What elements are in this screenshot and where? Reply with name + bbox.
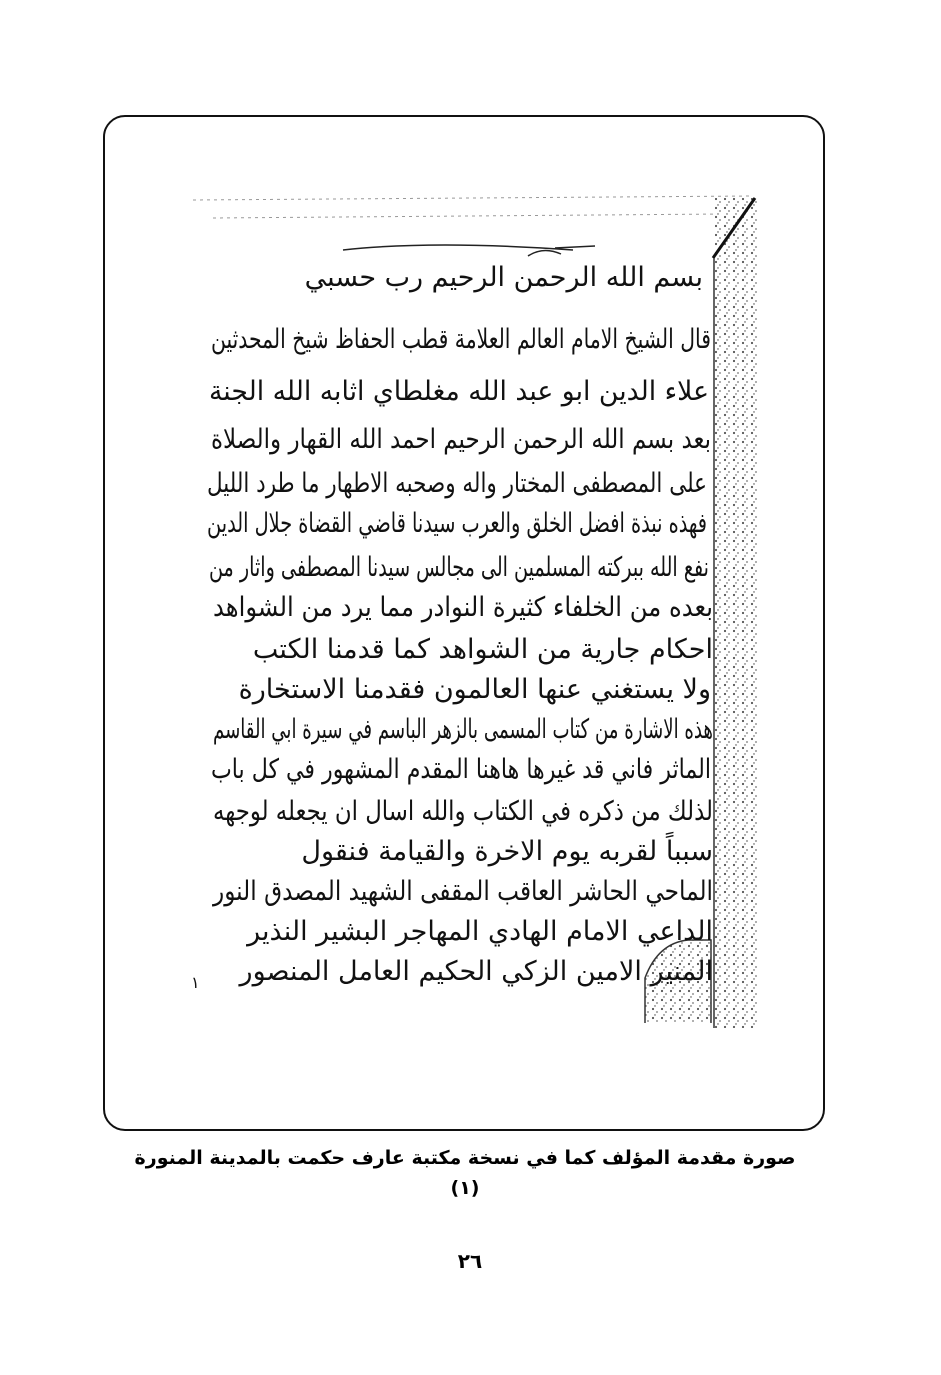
manuscript-image <box>183 188 763 1028</box>
page-number: ٢٦ <box>457 1249 483 1273</box>
margin-mark: ١ <box>191 973 200 992</box>
manuscript-line: سبباً لقربه يوم الاخرة والقيامة فنقول <box>301 836 713 867</box>
scan-top-edge <box>193 196 753 218</box>
manuscript-line: لذلك من ذكره في الكتاب والله اسال ان يجعله لوجهه <box>213 796 713 827</box>
header-ornament <box>343 245 595 256</box>
manuscript-line: بعد بسم الله الرحمن الرحيم احمد الله القهار والصلاة <box>211 424 711 455</box>
manuscript-text <box>207 262 713 987</box>
manuscript-line: الماحي الحاشر العاقب المقفى الشهيد المصدق النور <box>211 876 714 907</box>
figure-caption: صورة مقدمة المؤلف كما في نسخة مكتبة عارف حكمت بالمدينة المنورة (١) <box>134 1147 796 1199</box>
manuscript-line: نفع الله ببركته المسلمين الى مجالس سيدنا المصطفى واثار من <box>209 552 709 583</box>
manuscript-line: ولا يستغني عنها العالمون فقدمنا الاستخارة <box>238 674 711 705</box>
manuscript-line: المنير الامين الزكي الحكيم العامل المنصور <box>239 956 713 987</box>
manuscript-line: فهذه نبذة افضل الخلق والعرب سيدنا قاضي القضاة جلال الدين <box>207 508 707 539</box>
manuscript-line: علاء الدين ابو عبد الله مغلطاي اثابه الله الجنة <box>209 376 709 407</box>
manuscript-line: بسم الله الرحمن الرحيم رب حسبي <box>304 262 703 293</box>
manuscript-line: على المصطفى المختار واله وصحبه الاطهار ما طرد الليل <box>207 468 707 499</box>
manuscript-line: هذه الاشارة من كتاب المسمى بالزهر الباسم في سيرة ابي القاسم <box>213 714 713 745</box>
manuscript-line: الداعي الامام الهادي المهاجر البشير النذير <box>247 916 713 947</box>
manuscript-line: قال الشيخ الامام العالم العلامة قطب الحفاظ شيخ المحدثين <box>211 324 711 355</box>
manuscript-line: الماثر فاني قد غيرها هاهنا المقدم المشهور في كل باب <box>211 754 711 785</box>
manuscript-line: احكام جارية من الشواهد كما قدمنا الكتب <box>252 634 713 665</box>
manuscript-line: بعده من الخلفاء كثيرة النوادر مما يرد من الشواهد <box>213 592 713 623</box>
